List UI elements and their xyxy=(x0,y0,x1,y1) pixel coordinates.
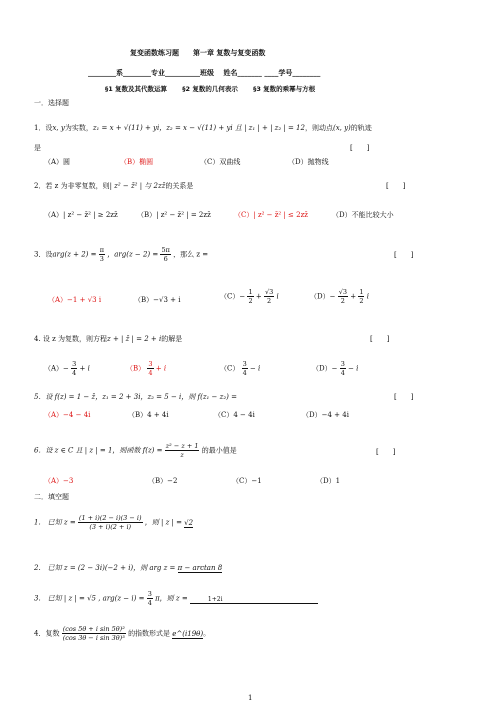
fill1-answer: √2 xyxy=(184,518,194,527)
q4c-suffix: − i xyxy=(249,364,261,373)
student-info-line: ________系________专业__________班级 姓名_______ ____学号________ xyxy=(88,69,321,77)
q3d-f1-numerator: √3 xyxy=(338,288,347,296)
q1-vars: x, y xyxy=(52,124,65,132)
part2-heading: 二．填空题 xyxy=(34,493,69,501)
q1-option-d: （D）抛物线 xyxy=(288,158,329,166)
q4c-prefix: （C） xyxy=(220,364,240,373)
q3-option-c xyxy=(220,288,279,305)
q3-arg1: arg(z + 2) = xyxy=(52,250,97,259)
q3-answer-bracket: [ ] xyxy=(394,251,414,259)
fill1-numerator: (1 + i)(2 − i)(3 − i) xyxy=(78,514,142,522)
fill3-answer: 1+2i xyxy=(190,596,318,604)
q4-expression: z + | z̄ | = 2 + i xyxy=(107,335,162,343)
q1-option-c: （C）双曲线 xyxy=(200,158,241,166)
q3d-fraction-2 xyxy=(358,288,364,305)
page-number: 1 xyxy=(248,694,253,702)
question-5-stem xyxy=(34,392,237,402)
fill3-numerator: 3 xyxy=(147,590,152,598)
q3-option-b: （B）−√3 + i xyxy=(134,296,181,304)
q6-numerator: z² − z + 1 xyxy=(165,442,199,450)
fill4-prefix: 4．复数 xyxy=(34,629,60,638)
q2-option-d: （D）不能比较大小 xyxy=(332,211,394,219)
q3d-suffix: i xyxy=(366,292,369,301)
q1-option-b: （B）椭圆 xyxy=(120,158,154,166)
q4c-denominator: 4 xyxy=(242,369,247,377)
q3-arg2: ，arg(z − 2) = xyxy=(107,250,159,259)
q4b-prefix: （B） xyxy=(126,364,146,373)
fill3-denominator: 4 xyxy=(147,599,152,607)
q3d-fraction-1 xyxy=(338,288,348,305)
q6-answer-bracket: [ ] xyxy=(376,448,396,456)
q4-option-a xyxy=(44,360,90,377)
q3-f1-denominator: 3 xyxy=(99,255,104,263)
fill2-prefix: 2. 已知 z = (2 − 3i)(−2 + i)，则 arg z = xyxy=(34,564,176,572)
q2-tail: 的关系是 xyxy=(165,182,194,190)
q6-option-a: （A）−3 xyxy=(44,477,74,485)
q4b-suffix: + i xyxy=(155,364,167,373)
q1-text-e: 是 xyxy=(34,144,41,152)
q3c-f1-numerator: 1 xyxy=(248,288,253,296)
q1-text-a: 1．设 xyxy=(34,124,53,132)
q5-option-d: （D）−4 + 4i xyxy=(302,411,349,419)
q6-denominator: z xyxy=(180,451,184,459)
q3d-f2-numerator: 1 xyxy=(359,288,364,296)
q6-option-b: （B）−2 xyxy=(148,477,178,485)
q4a-suffix: + i xyxy=(79,364,90,373)
q3-f2-numerator: 5π xyxy=(161,246,170,254)
question-1-stem xyxy=(34,123,372,133)
q4a-denominator: 4 xyxy=(72,369,77,377)
q3c-plus: + xyxy=(255,292,262,301)
q3-f2-denominator: 6 xyxy=(163,255,168,263)
q3-fraction-1 xyxy=(99,246,105,263)
q6-tail: 的最小值是 xyxy=(201,446,237,455)
q1-text-b: 为实数， xyxy=(64,124,93,132)
q4b-numerator: 3 xyxy=(148,360,153,368)
q5-option-b: （B）4 + 4i xyxy=(128,411,169,419)
fill1-fraction xyxy=(78,514,143,531)
q3-fraction-2 xyxy=(160,246,170,263)
fill4-denominator: (cos 3θ − i sin 3θ)³ xyxy=(62,634,125,642)
fill-1 xyxy=(34,514,193,531)
fill1-prefix: 1. 已知 z = xyxy=(34,518,76,527)
q4b-denominator: 4 xyxy=(148,369,153,377)
q4d-prefix: （D）− xyxy=(312,364,338,373)
q4d-suffix: − i xyxy=(348,364,359,373)
q1-expression: z₁ = x + √(11) + yi，z₂ = x − √(11) + yi 且 | z₁ | + | z₂ | = 12 xyxy=(92,124,305,132)
fill4-middle: 的指数形式是 xyxy=(128,629,171,638)
q3d-f1-denominator: 2 xyxy=(340,297,345,305)
q4d-numerator: 3 xyxy=(340,360,345,368)
q1-text-c: ，则动点 xyxy=(304,124,333,132)
q3d-prefix: （D）− xyxy=(310,292,336,301)
q3-option-d xyxy=(310,288,369,305)
part1-heading: 一．选择题 xyxy=(34,99,69,107)
q3-tail: ，那么 z = xyxy=(173,250,209,259)
fill4-tail: 。 xyxy=(203,629,211,638)
worksheet-title: 复变函数练习题 第一章 复数与复变函数 xyxy=(130,49,266,57)
fill3-fraction xyxy=(147,590,153,607)
q1-answer-bracket: [ ] xyxy=(350,144,370,152)
q1-point: (x, y) xyxy=(332,124,351,132)
q5-answer-bracket: [ ] xyxy=(394,393,414,401)
q6-fraction xyxy=(165,442,200,459)
q4-answer-bracket: [ ] xyxy=(370,335,390,343)
q5-option-a: （A）−4 − 4i xyxy=(44,411,91,419)
fill-4 xyxy=(34,625,210,642)
question-2-stem xyxy=(34,181,193,191)
q2-text: 2．若 z 为非零复数，则 xyxy=(34,182,110,190)
q3c-suffix: i xyxy=(276,292,279,301)
q2-answer-bracket: [ ] xyxy=(386,182,406,190)
q1-option-a: （A）圆 xyxy=(44,158,71,166)
q4c-fraction xyxy=(242,360,248,377)
q3c-fraction-2 xyxy=(264,288,274,305)
q4a-prefix: （A）− xyxy=(44,364,69,373)
q3c-f2-numerator: √3 xyxy=(264,288,274,296)
q3c-f1-denominator: 2 xyxy=(248,297,253,305)
fill1-middle: ，则 | z | = xyxy=(144,518,182,527)
q4a-numerator: 3 xyxy=(72,360,77,368)
q3-f1-numerator: π xyxy=(99,246,104,254)
fill4-answer: e^(i19θ) xyxy=(172,629,204,638)
q4b-fraction xyxy=(147,360,153,377)
q3c-fraction-1 xyxy=(247,288,253,305)
fill2-answer: π − arctan 8 xyxy=(177,564,223,572)
q2-option-b: （B）| z² − z̄² | = 2zz̄ xyxy=(137,211,211,219)
q2-option-c: （C）| z² − z̄² | ≤ 2zz̄ xyxy=(234,211,308,219)
q5-option-c: （C）4 − 4i xyxy=(214,411,255,419)
q6-option-d: （D）1 xyxy=(316,477,341,485)
question-3-stem xyxy=(34,246,208,263)
q4d-denominator: 4 xyxy=(340,369,345,377)
q3c-f2-denominator: 2 xyxy=(267,297,272,305)
q4a-fraction xyxy=(71,360,77,377)
q4-option-d xyxy=(312,360,358,377)
q2-option-a: （A）| z² − z̄² | ≥ 2zz̄ xyxy=(44,211,118,219)
fill-3 xyxy=(34,590,318,607)
q4d-fraction xyxy=(340,360,346,377)
fill-2 xyxy=(34,563,222,573)
q6-text: 6．设 z ∈ C 且 | z | = 1，则函数 f(z) = xyxy=(34,446,163,455)
question-4-stem xyxy=(34,334,182,344)
q4-option-c xyxy=(220,360,260,377)
section-titles: §1 复数及其代数运算 §2 复数的几何表示 §3 复数的乘幂与方根 xyxy=(105,85,316,93)
q5-text: 5．设 f(z) = 1 − z̄，z₁ = 2 + 3i，z₂ = 5 − i，则 f(z₁ − z₂) = xyxy=(34,393,237,401)
q4c-numerator: 3 xyxy=(242,360,247,368)
fill3-middle: π，则 z = xyxy=(155,594,188,603)
q4-option-b xyxy=(126,360,166,377)
q3-option-a: （A）−1 + √3 i xyxy=(48,296,102,304)
q3d-plus: + xyxy=(350,292,357,301)
fill4-fraction xyxy=(62,625,126,642)
question-6-stem xyxy=(34,442,237,459)
q6-option-c: （C）−1 xyxy=(232,477,262,485)
q3d-f2-denominator: 2 xyxy=(359,297,364,305)
q3c-prefix: （C）− xyxy=(220,292,246,301)
q1-text-d: 的轨迹 xyxy=(350,124,372,132)
fill1-denominator: (3 + i)(2 + i) xyxy=(89,523,132,531)
q2-expression: | z² − z̄² | 与 2zz̄ xyxy=(109,182,166,190)
fill3-prefix: 3. 已知 | z | = √5 , arg(z − i) = xyxy=(34,594,145,603)
q4-text: 4. 设 z 为复数，则方程 xyxy=(34,335,108,343)
fill4-numerator: (cos 5θ + i sin 5θ)² xyxy=(62,625,125,633)
q4-tail: 的解是 xyxy=(161,335,183,343)
q3-text: 3．设 xyxy=(34,250,53,259)
